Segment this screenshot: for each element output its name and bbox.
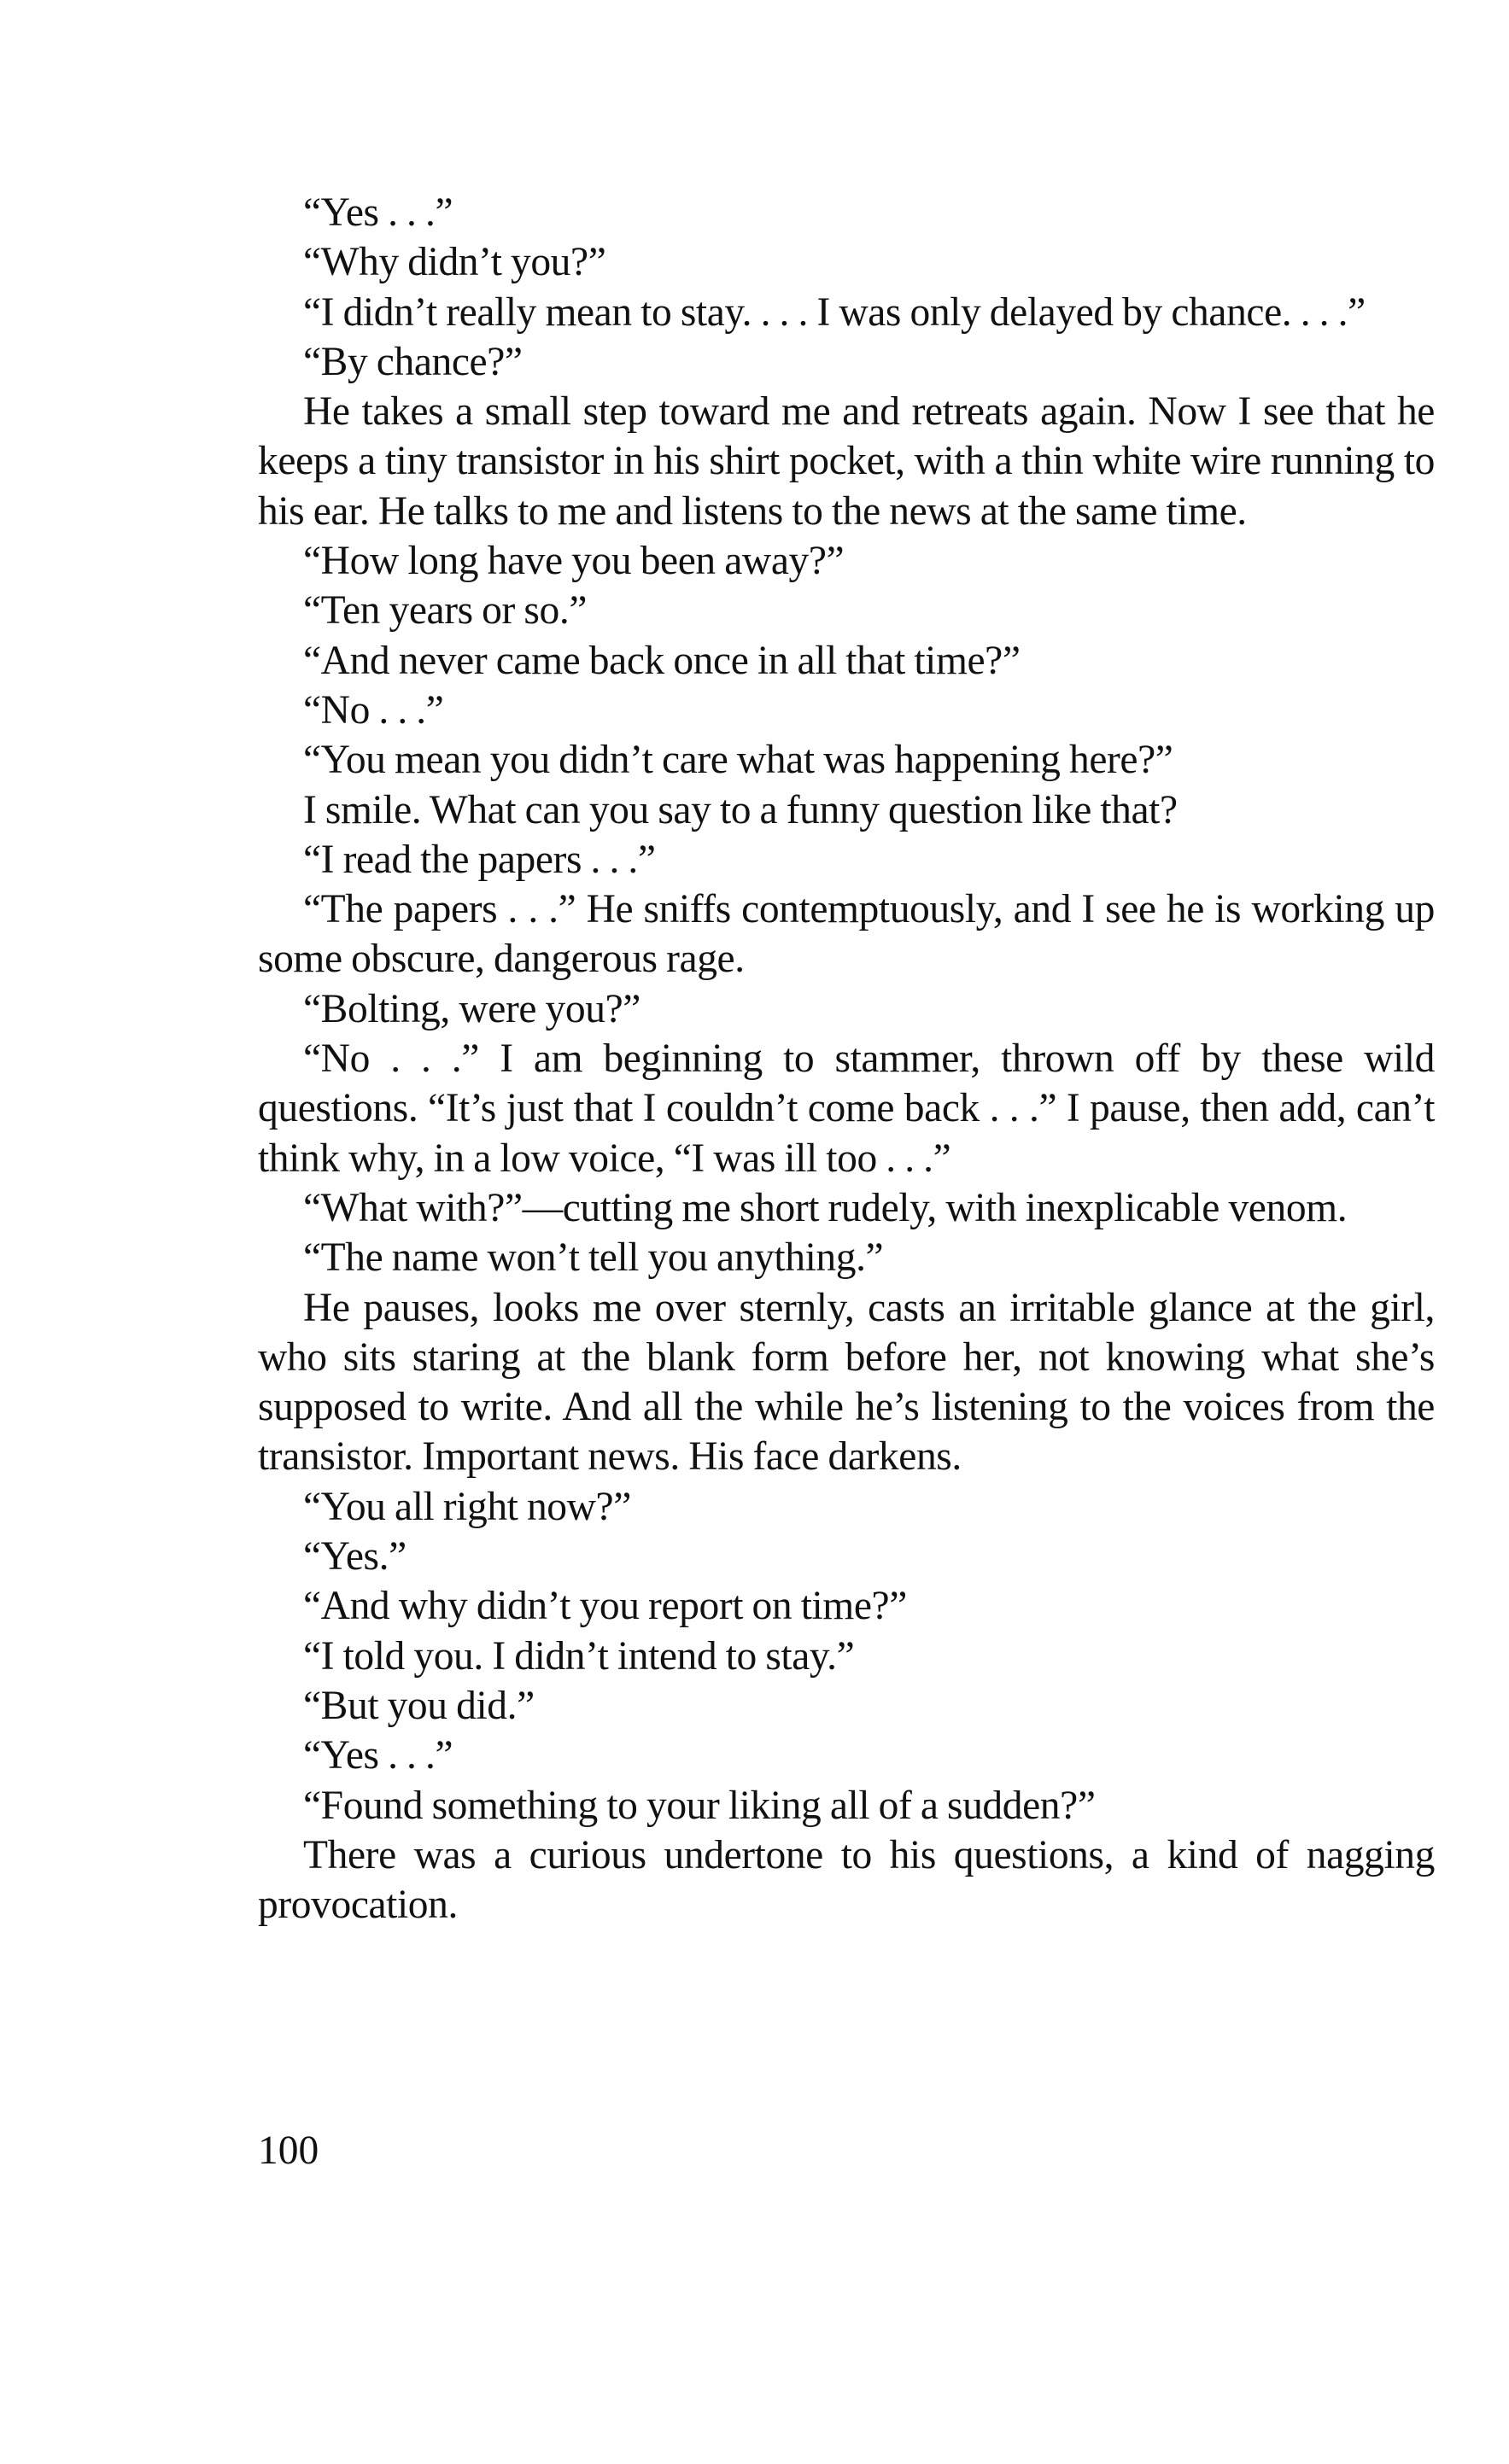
paragraph: “Bolting, were you?” — [303, 986, 640, 1031]
paragraph: “But you did.” — [303, 1683, 535, 1728]
paragraph: “Yes . . .” — [303, 190, 453, 235]
paragraph: “You all right now?” — [303, 1484, 631, 1529]
paragraph: “And why didn’t you report on time?” — [303, 1584, 907, 1629]
paragraph: “Ten years or so.” — [303, 588, 588, 634]
paragraph: There was a curious undertone to his questions, a kind of nagging provocation. — [258, 1832, 1435, 1928]
paragraph: “You mean you didn’t care what was happening here?” — [303, 738, 1173, 783]
paragraph: “Found something to your liking all of a sudden?” — [303, 1783, 1096, 1828]
paragraph: “How long have you been away?” — [303, 539, 845, 584]
paragraph: “What with?”—cutting me short rudely, with inexplicable venom. — [303, 1185, 1348, 1230]
paragraph: “The name won’t tell you anything.” — [303, 1235, 884, 1281]
paragraph: “No . . .” — [303, 687, 444, 733]
page-number: 100 — [258, 2128, 319, 2173]
paragraph: “No . . .” I am beginning to stammer, thrown off by these wild questions. “It’s just that I couldn’t come back . . .” I pause, then add, can’t think why, in a low voice, “I was ill too . . .” — [258, 1036, 1435, 1181]
paragraph: He takes a small step toward me and retreats again. Now I see that he keeps a tiny transistor in his shirt pocket, with a thin white wire running to his ear. He talks to me and listens to the news at the same time. — [258, 389, 1435, 534]
paragraph: “The papers . . .” He sniffs contemptuously, and I see he is working up some obscure, dangerous rage. — [258, 887, 1435, 982]
paragraph: “I told you. I didn’t intend to stay.” — [303, 1633, 855, 1679]
paragraph: He pauses, looks me over sternly, casts an irritable glance at the girl, who sits staring at the blank form before her, not knowing what she’s supposed to write. And all the while he’s listening to the voices from the transistor. Important news. His face darkens. — [258, 1285, 1435, 1480]
paragraph: “And never came back once in all that time?” — [303, 638, 1021, 683]
paragraph: “Yes . . .” — [303, 1733, 453, 1778]
body-text — [258, 188, 1435, 1930]
paragraph: “Yes.” — [303, 1534, 406, 1579]
paragraph: “I didn’t really mean to stay. . . . I was only delayed by chance. . . .” — [303, 289, 1366, 335]
paragraph: “I read the papers . . .” — [303, 837, 656, 882]
paragraph: “Why didn’t you?” — [303, 240, 606, 285]
paragraph: I smile. What can you say to a funny question like that? — [303, 787, 1178, 832]
paragraph: “By chance?” — [303, 339, 523, 384]
